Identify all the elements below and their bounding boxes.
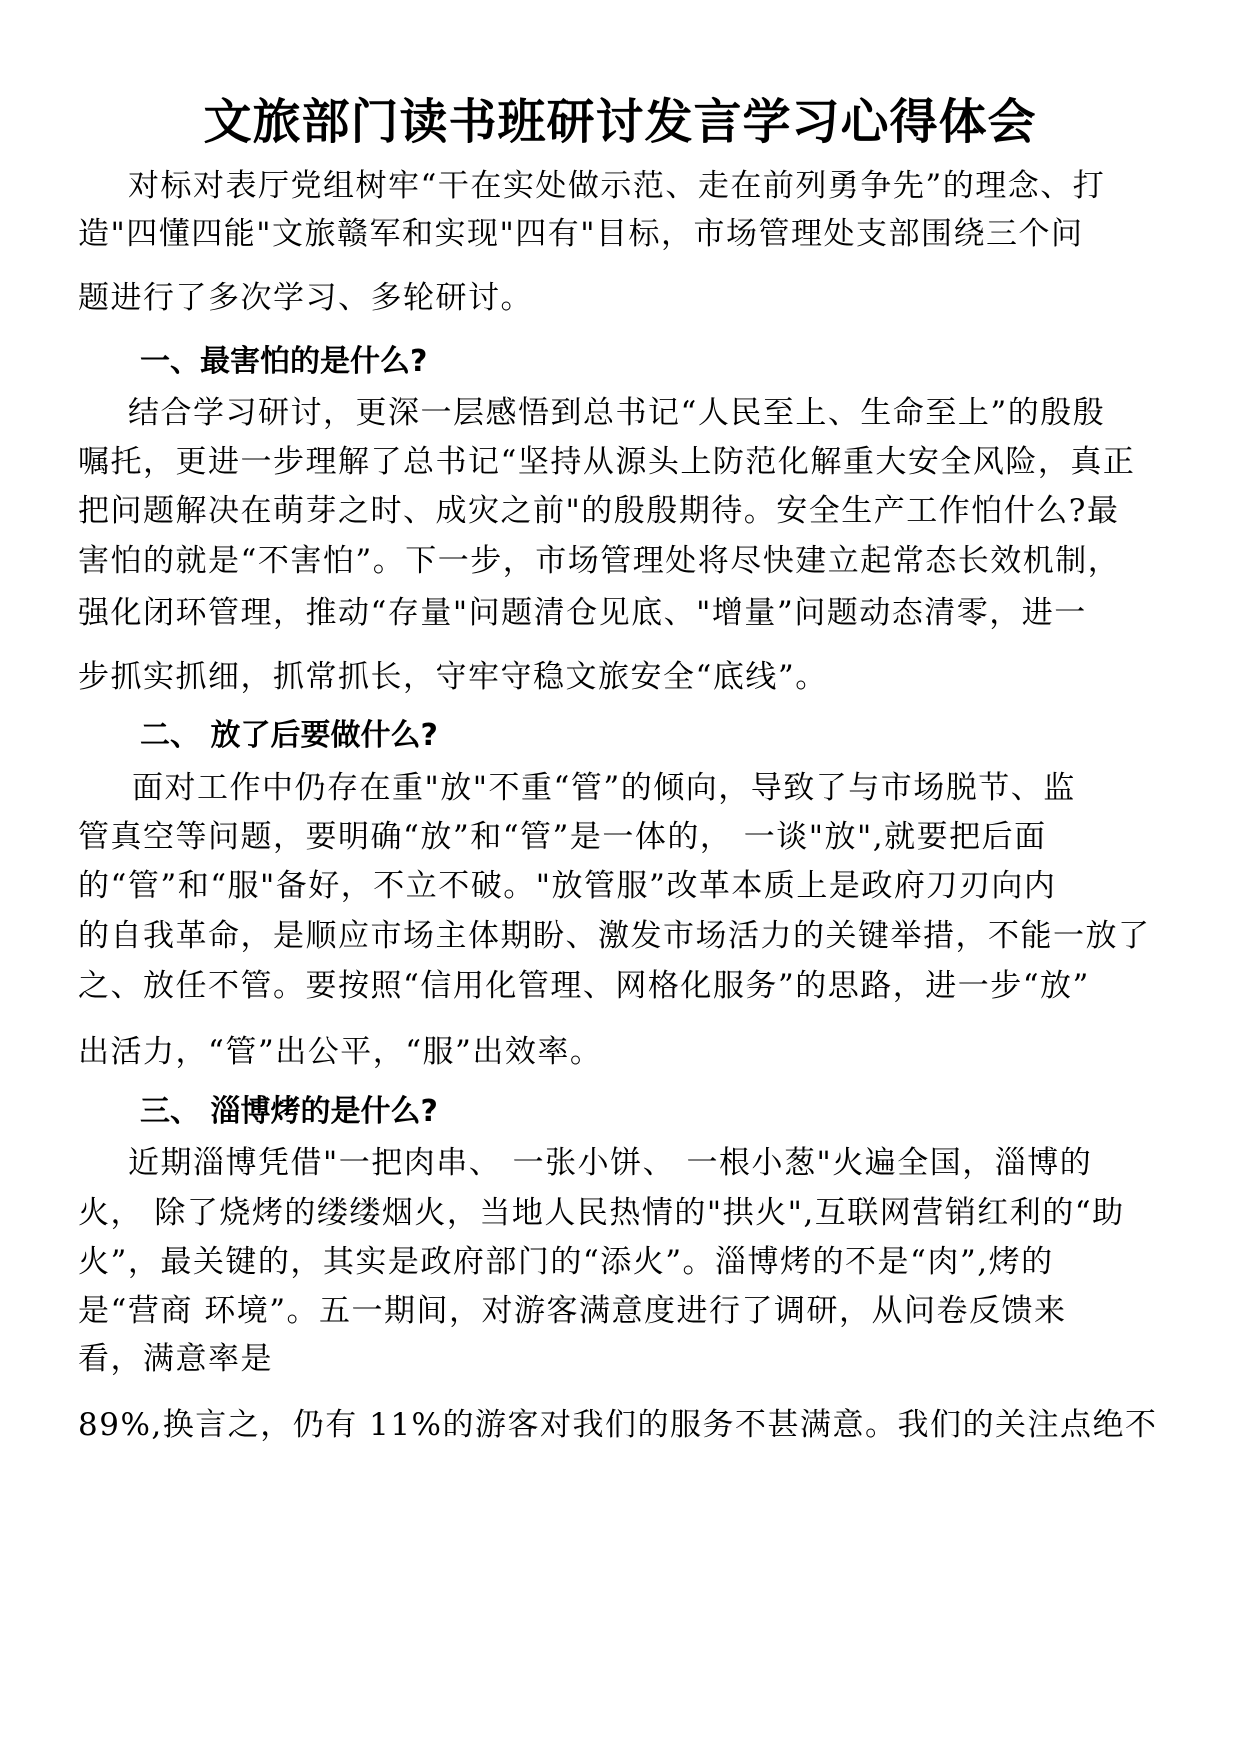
section-1-line-4: 害怕的就是“不害怕”。下一步，市场管理处将尽快建立起常态长效机制， xyxy=(78,543,1121,579)
section-2-heading: 二、 放了后要做什么? xyxy=(140,718,438,753)
section-1-heading: 一、最害怕的是什么? xyxy=(140,344,428,379)
section-1-line-1: 结合学习研讨，更深一层感悟到总书记“人民至上、生命至上”的殷殷 xyxy=(128,395,1106,431)
section-1-line-2: 嘱托，更进一步理解了总书记“坚持从源头上防范化解重大安全风险，真正 xyxy=(78,444,1136,480)
intro-line-3: 题进行了多次学习、多轮研讨。 xyxy=(78,280,533,316)
section-3-line-1: 近期淄博凭借"一把肉串、 一张小饼、 一根小葱"火遍全国，淄博的 xyxy=(128,1145,1093,1181)
intro-line-2: 造"四懂四能"文旅赣军和实现"四有"目标，市场管理处支部围绕三个问 xyxy=(78,216,1084,252)
section-3-line-6: 89%,换言之，仍有 11%的游客对我们的服务不甚满意。我们的关注点绝不 xyxy=(78,1407,1158,1443)
section-2-line-3: 的“管”和“服"备好，不立不破。"放管服”改革本质上是政府刀刃向内 xyxy=(78,868,1057,904)
section-2-line-1: 面对工作中仍存在重"放"不重“管”的倾向，导致了与市场脱节、监 xyxy=(132,770,1076,806)
section-1-line-6: 步抓实抓细，抓常抓长，守牢守稳文旅安全“底线”。 xyxy=(78,659,828,695)
section-3-line-2: 火， 除了烧烤的缕缕烟火，当地人民热情的"拱火",互联网营销红利的“助 xyxy=(78,1195,1125,1231)
section-2-line-4: 的自我革命，是顺应市场主体期盼、激发市场活力的关键举措，不能一放了 xyxy=(78,918,1151,954)
document-title: 文旅部门读书班研讨发言学习心得体会 xyxy=(203,94,1037,150)
section-2-line-5: 之、放任不管。要按照“信用化管理、网格化服务”的思路，进一步“放” xyxy=(78,968,1090,1004)
section-3-line-4: 是“营商 环境”。五一期间，对游客满意度进行了调研，从问卷反馈来 xyxy=(78,1293,1067,1329)
section-2-line-2: 管真空等问题，要明确“放”和“管”是一体的， 一谈"放",就要把后面 xyxy=(78,819,1047,855)
section-1-line-5: 强化闭环管理，推动“存量"问题清仓见底、"增量”问题动态清零，进一 xyxy=(78,595,1087,631)
intro-line-1: 对标对表厅党组树牢“干在实处做示范、走在前列勇争先”的理念、打 xyxy=(128,168,1106,204)
section-1-line-3: 把问题解决在萌芽之时、成灾之前"的殷殷期待。安全生产工作怕什么?最 xyxy=(78,493,1120,529)
section-3-line-5: 看，满意率是 xyxy=(78,1341,273,1377)
section-2-line-6: 出活力，“管”出公平，“服”出效率。 xyxy=(78,1034,603,1070)
section-3-line-3: 火”，最关键的，其实是政府部门的“添火”。淄博烤的不是“肉”,烤的 xyxy=(78,1244,1054,1280)
section-3-heading: 三、 淄博烤的是什么? xyxy=(140,1094,438,1129)
